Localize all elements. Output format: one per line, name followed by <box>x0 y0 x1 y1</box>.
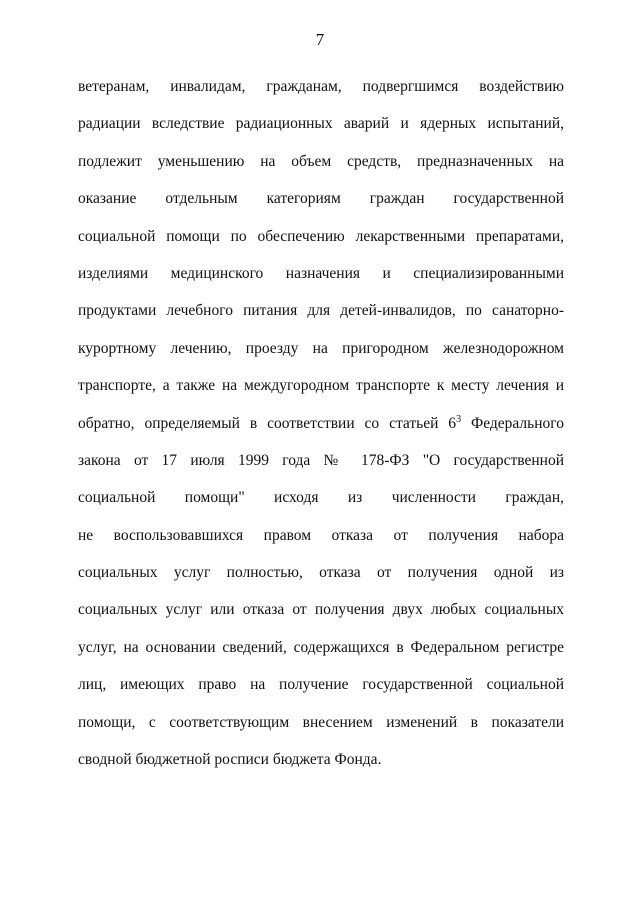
text-line: социальных услуг или отказа от получения двух любых социальных <box>78 601 564 619</box>
body-paragraph <box>78 68 564 778</box>
text-line: подлежит уменьшению на объем средств, предназначенных на <box>78 152 564 170</box>
text-line: социальных услуг полностью, отказа от получения одной из <box>78 564 564 582</box>
text-line: курортному лечению, проезду на пригородном железнодорожном <box>78 339 564 357</box>
text-line: закона от 17 июля 1999 года № 178-ФЗ "О государственной <box>78 451 564 469</box>
text-line: не воспользовавшихся правом отказа от получения набора <box>78 526 564 544</box>
text-line: радиации вследствие радиационных аварий и ядерных испытаний, <box>78 115 564 133</box>
text-line-with-superscript <box>78 405 564 442</box>
text-line: изделиями медицинского назначения и специализированными <box>78 264 564 282</box>
text-line: социальной помощи" исходя из численности граждан, <box>78 489 564 507</box>
text-line-last: сводной бюджетной росписи бюджета Фонда. <box>78 751 382 769</box>
line-text-before-superscript: обратно, определяемый в соответствии со статьей 6 <box>78 414 457 432</box>
text-line: ветеранам, инвалидам, гражданам, подвергшимся воздействию <box>78 78 564 95</box>
superscript-article-index: 3 <box>456 413 462 425</box>
text-line: социальной помощи по обеспечению лекарственными препаратами, <box>78 227 564 245</box>
line-text-after-superscript: Федерального <box>461 414 564 432</box>
text-line: услуг, на основании сведений, содержащихся в Федеральном регистре <box>78 638 564 656</box>
text-line: оказание отдельным категориям граждан государственной <box>78 190 564 208</box>
page-number: 7 <box>315 30 325 49</box>
text-line: помощи, с соответствующим внесением изменений в показатели <box>78 713 564 731</box>
text-line: продуктами лечебного питания для детей-инвалидов, по санаторно- <box>78 302 564 320</box>
text-line: лиц, имеющих право на получение государственной социальной <box>78 676 564 694</box>
text-line: транспорте, а также на междугородном транспорте к месту лечения и <box>78 377 564 395</box>
